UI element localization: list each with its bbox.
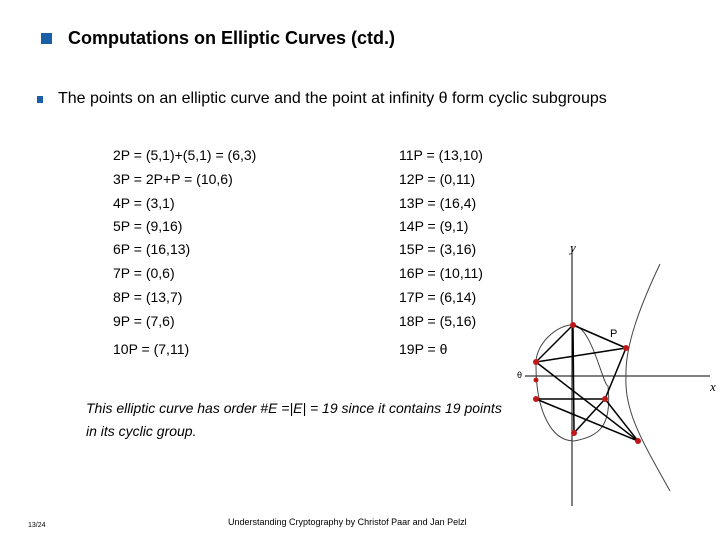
curve-point [570, 322, 576, 328]
point-entry: 4P = (3,1) [113, 195, 175, 211]
slide-subtitle: The points on an elliptic curve and the point at infinity θ form cyclic subgroups [58, 90, 607, 107]
curve-branch [626, 264, 670, 491]
point-entry: 9P = (7,6) [113, 313, 175, 329]
x-axis-label: x [710, 379, 716, 394]
footer-credit: Understanding Cryptography by Christof Paar and Jan Pelzl [228, 517, 467, 527]
page-number: 13/24 [28, 522, 46, 529]
point-entry: 7P = (0,6) [113, 265, 175, 281]
curve-point [602, 396, 608, 402]
point-entry: 14P = (9,1) [399, 218, 469, 234]
elliptic-curve-graph [500, 236, 720, 508]
point-entry: 18P = (5,16) [399, 313, 477, 329]
chord-lines [536, 325, 638, 441]
theta-label: θ [517, 370, 523, 380]
point-entry: 3P = 2P+P = (10,6) [113, 171, 233, 187]
curve-point [623, 345, 629, 351]
point-entry: 2P = (5,1)+(5,1) = (6,3) [113, 147, 257, 163]
curve-point [533, 396, 539, 402]
title-bullet-icon [41, 33, 52, 44]
point-entry: 15P = (3,16) [399, 241, 477, 257]
point-entry: 8P = (13,7) [113, 289, 183, 305]
curve-point [635, 438, 641, 444]
slide-title: Computations on Elliptic Curves (ctd.) [68, 28, 396, 48]
curve-point [571, 430, 577, 436]
curve-point [534, 378, 539, 383]
y-axis-label: y [570, 240, 576, 255]
point-entry: 17P = (6,14) [399, 289, 477, 305]
point-entry: 11P = (13,10) [399, 147, 483, 163]
point-entry: 12P = (0,11) [399, 171, 476, 187]
point-p-label: P [610, 328, 618, 340]
point-entry: 6P = (16,13) [113, 241, 191, 257]
order-note: This elliptic curve has order #E =|E| = 19 since it contains 19 points in its cyclic group. [86, 400, 502, 439]
point-entry: 13P = (16,4) [399, 195, 477, 211]
point-entry: 5P = (9,16) [113, 218, 183, 234]
curve-point [533, 359, 539, 365]
point-entry: 16P = (10,11) [399, 265, 483, 281]
point-entry: 10P = (7,11) [113, 341, 190, 357]
point-entry: 19P = θ [399, 341, 448, 357]
subtitle-bullet-icon [37, 96, 43, 103]
